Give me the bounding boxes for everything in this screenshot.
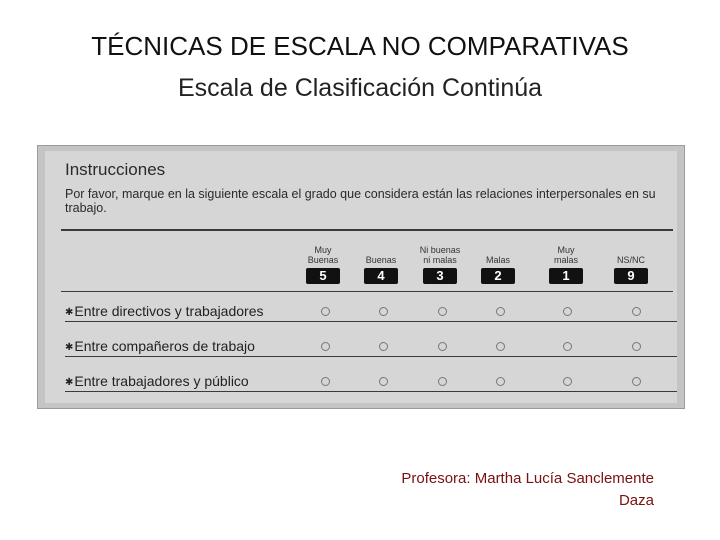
rating-form-panel [45, 151, 677, 403]
scale-label: Ni buenas ni malas [419, 245, 461, 265]
row-label [65, 372, 249, 392]
row-line [65, 391, 677, 392]
divider-middle [61, 291, 673, 292]
radio-option-1[interactable] [563, 377, 572, 386]
divider-top [61, 229, 673, 231]
radio-option-5[interactable] [321, 342, 330, 351]
radio-option-2[interactable] [496, 342, 505, 351]
credit-line-2: Daza [618, 492, 654, 509]
radio-option-4[interactable] [379, 342, 388, 351]
radio-option-3[interactable] [438, 307, 447, 316]
credit [401, 468, 654, 512]
scale-code-badge: 4 [364, 268, 398, 284]
scale-column-3 [418, 235, 462, 284]
scale-code-badge: 1 [549, 268, 583, 284]
scale-code-badge: 9 [614, 268, 648, 284]
row-label [65, 337, 255, 357]
radio-option-9[interactable] [632, 342, 641, 351]
asterisk-bullet-icon: ✱ [65, 377, 74, 388]
radio-option-5[interactable] [321, 377, 330, 386]
scale-label: NS/NC [616, 255, 645, 265]
rating-row-1 [65, 302, 677, 324]
row-label-text: Entre compañeros de trabajo [74, 338, 255, 354]
scale-column-1 [544, 235, 588, 284]
radio-option-2[interactable] [496, 377, 505, 386]
scale-column-2 [476, 235, 520, 284]
asterisk-bullet-icon: ✱ [65, 307, 74, 318]
scale-column-5 [301, 235, 345, 284]
rating-row-3 [65, 372, 677, 394]
radio-option-1[interactable] [563, 342, 572, 351]
slide-title: TÉCNICAS DE ESCALA NO COMPARATIVAS [91, 31, 629, 61]
radio-option-2[interactable] [496, 307, 505, 316]
row-line [65, 356, 677, 357]
slide-subtitle: Escala de Clasificación Continúa [177, 74, 543, 102]
row-label-text: Entre directivos y trabajadores [74, 303, 264, 319]
row-label-text: Entre trabajadores y público [74, 373, 249, 389]
form-heading: Instrucciones [65, 160, 166, 179]
scale-code-badge: 2 [481, 268, 515, 284]
scale-column-9 [609, 235, 653, 284]
scale-column-4 [359, 235, 403, 284]
radio-option-5[interactable] [321, 307, 330, 316]
scale-code-badge: 5 [306, 268, 340, 284]
scale-label: Muy malas [553, 245, 578, 265]
radio-option-4[interactable] [379, 307, 388, 316]
scale-code-badge: 3 [423, 268, 457, 284]
row-line [65, 321, 677, 322]
radio-option-9[interactable] [632, 307, 641, 316]
scale-label: Muy Buenas [307, 245, 339, 265]
radio-option-4[interactable] [379, 377, 388, 386]
rating-row-2 [65, 337, 677, 359]
form-instructions: Por favor, marque en la siguiente escala el grado que considera están las relaciones interpersonales en su trabajo. [65, 187, 656, 215]
radio-option-1[interactable] [563, 307, 572, 316]
credit-line-1: Profesora: Martha Lucía Sanclemente [401, 470, 654, 487]
row-label [65, 302, 263, 322]
radio-option-3[interactable] [438, 377, 447, 386]
scale-label: Buenas [365, 255, 397, 265]
radio-option-9[interactable] [632, 377, 641, 386]
asterisk-bullet-icon: ✱ [65, 342, 74, 353]
scale-label: Malas [485, 255, 510, 265]
rating-form-image [37, 145, 685, 409]
radio-option-3[interactable] [438, 342, 447, 351]
